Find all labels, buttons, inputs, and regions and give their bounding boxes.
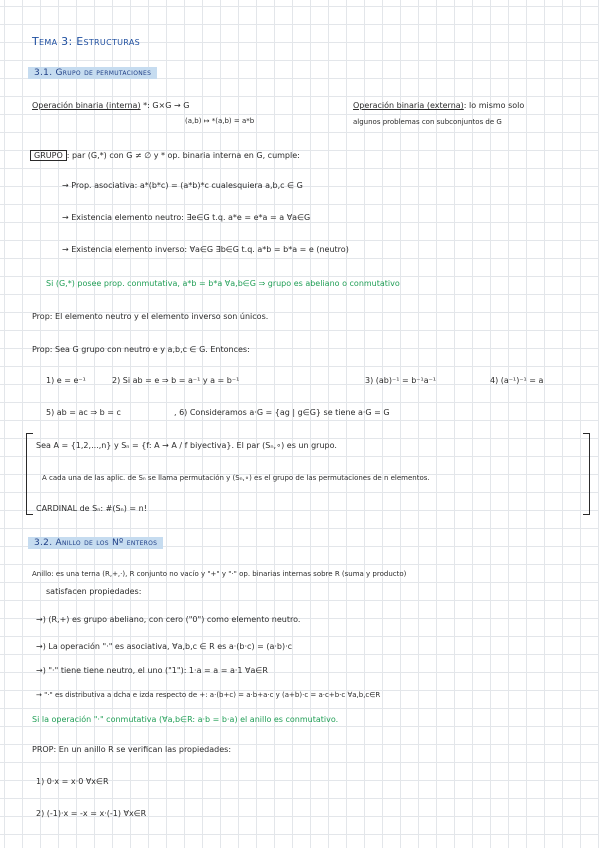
prop-unicos: Prop: El elemento neutro y el elemento inverso son únicos. — [32, 312, 269, 321]
existencia-neutro: → Existencia elemento neutro: ∃e∈G t.q. a*e = e*a = a ∀a∈G — [62, 213, 311, 222]
section-heading-anillo: 3.2. Anillo de los Nº enteros — [28, 537, 163, 549]
op-externa-note: algunos problemas con subconjuntos de G — [353, 118, 502, 126]
op-externa-definition: Operación binaria (externa): lo mismo solo — [353, 101, 525, 110]
grupo-abeliano-note: Si (G,*) posee prop. conmutativa, a*b = b*a ∀a,b∈G ⇒ grupo es abeliano o conmutativo — [46, 279, 400, 288]
op-binaria-map: (a,b) ↦ *(a,b) = a*b — [185, 117, 255, 125]
anillo-conmutativo-note: Si la operación "·" conmutativa (∀a,b∈R: a·b = b·a) el anillo es conmutativo. — [32, 715, 339, 724]
property-5: 5) ab = ac ⇒ b = c — [46, 408, 121, 417]
property-3: 3) (ab)⁻¹ = b⁻¹a⁻¹ — [365, 376, 437, 385]
anillo-prop-2: →) La operación "·" es asociativa, ∀a,b,c ∈ R es a·(b·c) = (a·b)·c — [36, 642, 293, 651]
anillo-definition: Anillo: es una terna (R,+,·), R conjunto no vacío y "+" y "·" op. binarias internas sobre R (suma y producto) — [32, 570, 407, 578]
page-title: Tema 3: Estructuras — [32, 35, 140, 48]
sn-definition: Sea A = {1,2,...,n} y Sₙ = {f: A → A / f biyectiva}. El par (Sₙ,∘) es un grupo. — [36, 441, 337, 450]
existencia-inverso: → Existencia elemento inverso: ∀a∈G ∃b∈G t.q. a*b = b*a = e (neutro) — [62, 245, 349, 254]
right-bracket — [583, 433, 590, 515]
section-heading-permutaciones: 3.1. Grupo de permutaciones — [28, 67, 157, 79]
prop-anillo: PROP: En un anillo R se verifican las propiedades: — [32, 745, 232, 754]
anillo-result-2: 2) (-1)·x = -x = x·(-1) ∀x∈R — [36, 809, 147, 818]
property-2: 2) Si ab = e ⇒ b = a⁻¹ y a = b⁻¹ — [112, 376, 240, 385]
permutacion-definition: A cada una de las aplic. de Sₙ se llama permutación y (Sₙ,∘) es el grupo de las permutaciones de n elementos. — [42, 474, 430, 482]
prop-sea-grupo: Prop: Sea G grupo con neutro e y a,b,c ∈ G. Entonces: — [32, 345, 250, 354]
grupo-label-box: GRUPO — [30, 150, 67, 161]
prop-asociativa: → Prop. asociativa: a*(b*c) = (a*b)*c cualesquiera a,b,c ∈ G — [62, 181, 303, 190]
cardinal-sn: CARDINAL de Sₙ: #(Sₙ) = n! — [36, 504, 147, 513]
anillo-prop-1: →) (R,+) es grupo abeliano, con cero ("0") como elemento neutro. — [36, 615, 301, 624]
left-bracket — [26, 433, 33, 515]
anillo-satisfacen: satisfacen propiedades: — [46, 587, 142, 596]
property-4: 4) (a⁻¹)⁻¹ = a — [490, 376, 544, 385]
anillo-prop-3: →) "·" tiene tiene neutro, el uno ("1"): 1·a = a = a·1 ∀a∈R — [36, 666, 268, 675]
property-6: , 6) Consideramos a·G = {ag | g∈G} se tiene a·G = G — [174, 408, 390, 417]
anillo-result-1: 1) 0·x = x·0 ∀x∈R — [36, 777, 109, 786]
grupo-definition: GRUPO : par (G,*) con G ≠ ∅ y * op. binaria interna en G, cumple: — [30, 150, 300, 161]
property-1: 1) e = e⁻¹ — [46, 376, 86, 385]
op-binaria-definition: Operación binaria (interna) *: G×G → G — [32, 101, 190, 110]
anillo-prop-4: → "·" es distributiva a dcha e izda respecto de +: a·(b+c) = a·b+a·c y (a+b)·c = a·c+b·c ∀a,b,c∈R — [36, 691, 381, 699]
